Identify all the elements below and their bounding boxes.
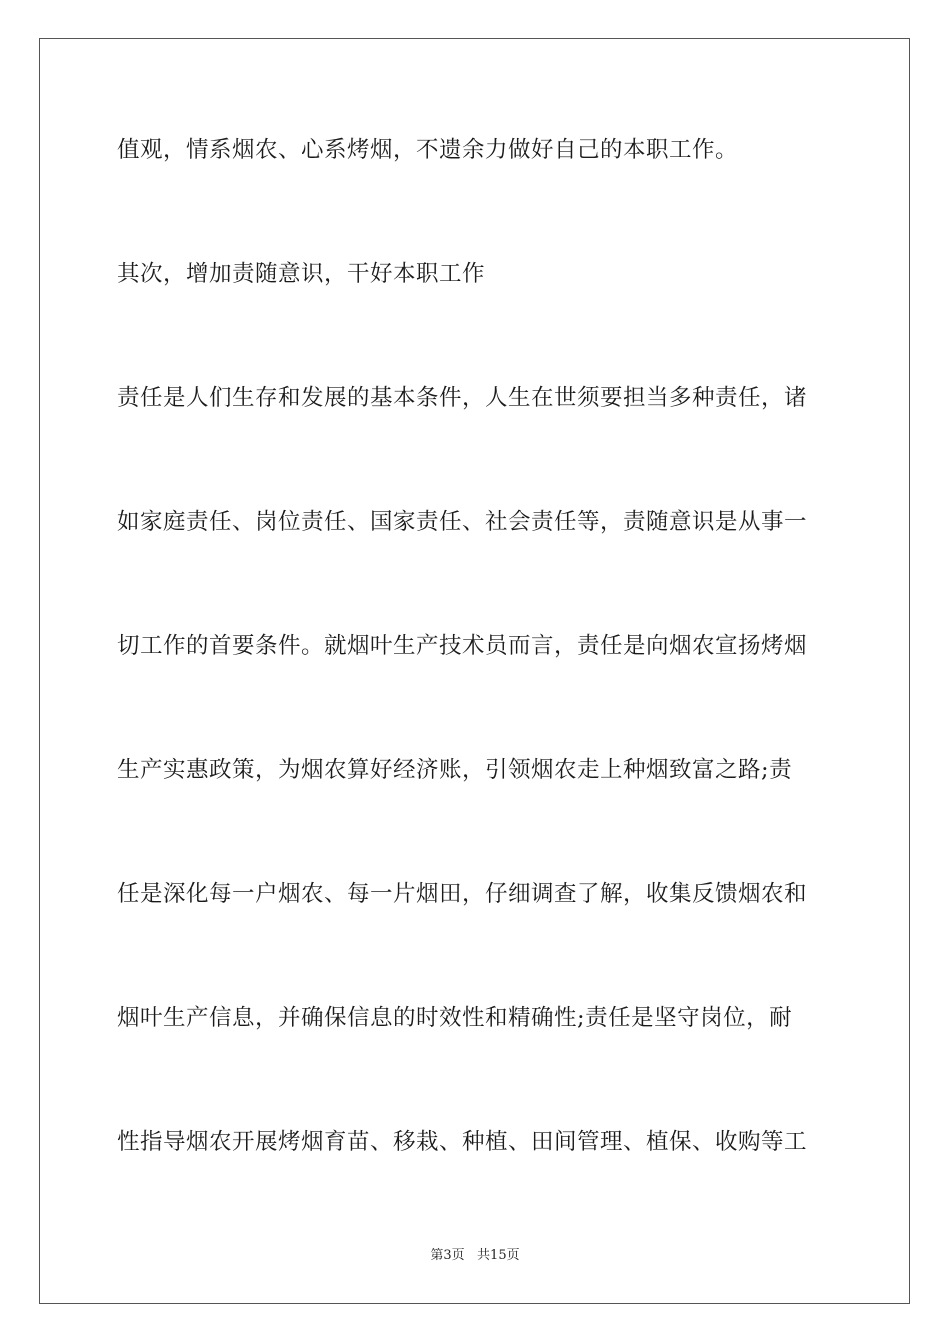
text-line-3: 责任是人们生存和发展的基本条件，人生在世须要担当多种责任，诸 — [117, 385, 808, 411]
text-line-4: 如家庭责任、岗位责任、国家责任、社会责任等，责随意识是从事一 — [117, 509, 808, 535]
text-line-9: 性指导烟农开展烤烟育苗、移栽、种植、田间管理、植保、收购等工 — [117, 1129, 808, 1155]
section-heading: 其次，增加责随意识，干好本职工作 — [117, 261, 486, 287]
text-line-8: 烟叶生产信息，并确保信息的时效性和精确性;责任是坚守岗位，耐 — [117, 1005, 793, 1031]
text-line-1: 值观，情系烟农、心系烤烟，不遗余力做好自己的本职工作。 — [117, 137, 739, 163]
text-line-6: 生产实惠政策，为烟农算好经济账，引领烟农走上种烟致富之路;责 — [117, 757, 793, 783]
page-border — [39, 38, 910, 1304]
text-line-7: 任是深化每一户烟农、每一片烟田，仔细调查了解，收集反馈烟农和 — [117, 881, 808, 907]
text-line-5: 切工作的首要条件。就烟叶生产技术员而言，责任是向烟农宣扬烤烟 — [117, 633, 808, 659]
page-number-footer: 第3页 共15页 — [430, 1248, 520, 1263]
